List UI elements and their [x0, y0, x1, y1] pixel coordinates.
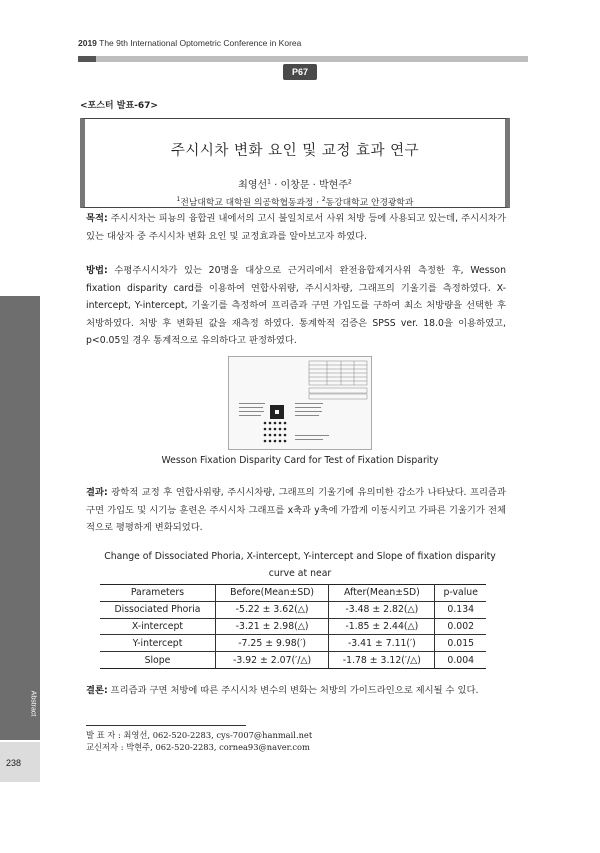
table-header-row — [100, 585, 486, 602]
wesson-card-image — [229, 357, 371, 449]
table-cell: -1.85 ± 2.44(△) — [329, 618, 435, 635]
purpose-section — [86, 210, 506, 245]
presenter-contact: 발 표 자 : 최영선, 062-520-2283, cys-7007@hanmail.net — [86, 730, 313, 740]
result-text: 광학적 교정 후 연합사위량, 주시시차량, 그래프의 기울기에 유의미한 감소가 나타났다. 프리즘과 구면 가입도 및 시기능 훈련은 주시시차 그래프를 x축과 y축에 가깝게 이동시키고 가파른 기울기가 전체적으로 평평하게 변화되었다. — [86, 487, 506, 534]
authors-rest: · 이창문 · 박현주 — [270, 180, 349, 191]
table-cell: -5.22 ± 3.62(△) — [215, 601, 328, 618]
table-cell: Slope — [100, 652, 215, 669]
table-cell: Dissociated Phoria — [100, 601, 215, 618]
table-cell: -3.21 ± 2.98(△) — [215, 618, 328, 635]
conference-header — [78, 38, 301, 48]
purpose-text: 주시시차는 피뇽의 융합권 내에서의 고시 불일치로서 사위 처방 등에 사용되고 있는데, 주시시차가 있는 대상자 중 주시시차 변화 요인 및 교정효과를 알아보고자 하였다. — [86, 213, 506, 242]
table-cell: 0.004 — [435, 652, 486, 669]
poster-label: <포스터 발표-67> — [80, 101, 158, 111]
footnote-rule — [86, 725, 246, 726]
table-row — [100, 652, 486, 669]
table-header-cell: Before(Mean±SD) — [215, 585, 328, 602]
affil-2-sup: 2 — [321, 196, 326, 204]
result-section — [86, 484, 506, 537]
table-cell: -3.48 ± 2.82(△) — [329, 601, 435, 618]
conference-year: 2019 — [78, 38, 97, 48]
authors — [85, 176, 505, 191]
table-row — [100, 601, 486, 618]
wesson-card-figure — [228, 356, 372, 450]
table-header-cell: p-value — [435, 585, 486, 602]
table-header-cell: Parameters — [100, 585, 215, 602]
affil-1-sup: 1 — [176, 196, 181, 204]
method-section — [86, 262, 506, 350]
table-cell: -3.92 ± 2.07(′/△) — [215, 652, 328, 669]
affiliations — [85, 195, 505, 208]
stats-table — [100, 584, 486, 669]
page-number: 238 — [6, 758, 22, 768]
author-1: 최영선 — [238, 180, 268, 191]
table-header-cell: After(Mean±SD) — [329, 585, 435, 602]
table-row — [100, 618, 486, 635]
table-cell: Y-intercept — [100, 635, 215, 652]
contact-info — [86, 729, 312, 753]
conclusion-section — [86, 682, 506, 700]
corresponding-contact: 교신저자 : 박현주, 062-520-2283, cornea93@naver.com — [86, 742, 310, 752]
table-cell: 0.002 — [435, 618, 486, 635]
affil-2: 동강대학교 안경광학과 — [325, 198, 414, 208]
header-bar-light — [96, 56, 528, 62]
paper-title: 주시시차 변화 요인 및 교정 효과 연구 — [170, 143, 420, 159]
table-caption — [80, 548, 520, 582]
affil-1: 전남대학교 대학원 의공학협동과정 · — [180, 198, 322, 208]
table-cell: -1.78 ± 3.12(′/△) — [329, 652, 435, 669]
author-3-sup: 2 — [348, 178, 352, 186]
table-caption-line2: curve at near — [268, 568, 332, 579]
table-row — [100, 635, 486, 652]
side-label: Abstract — [29, 690, 37, 717]
conference-name: The 9th International Optometric Conference in Korea — [96, 38, 302, 48]
header-bar-dark — [78, 56, 96, 62]
author-1-sup: 1 — [267, 178, 271, 186]
purpose-lead: 목적: — [86, 213, 108, 224]
figure-caption: Wesson Fixation Disparity Card for Test of Fixation Disparity — [161, 455, 439, 466]
title-box — [80, 118, 510, 208]
table-cell: X-intercept — [100, 618, 215, 635]
table-cell: -7.25 ± 9.98(′) — [215, 635, 328, 652]
conclusion-lead: 결론: — [86, 685, 108, 696]
method-lead: 방법: — [86, 265, 108, 276]
table-caption-line1: Change of Dissociated Phoria, X-intercept, Y-intercept and Slope of fixation disparity — [104, 551, 496, 562]
conclusion-text: 프리즘과 구면 처방에 따른 주시시차 변수의 변화는 처방의 가이드라인으로 제시될 수 있다. — [107, 685, 479, 696]
result-lead: 결과: — [86, 487, 108, 498]
table-cell: 0.015 — [435, 635, 486, 652]
side-tab — [0, 296, 40, 740]
table-cell: 0.134 — [435, 601, 486, 618]
poster-badge: P67 — [283, 64, 317, 80]
method-text: 수평주시시차가 있는 20명을 대상으로 근거리에서 완전융합제거사위 측정한 후, Wesson fixation disparity card를 이용하여 연합사위량, 주시시차량, 그래프의 기울기를 측정하였다. X-intercept, Y-intercept, 기울기를 측정하여 프리즘과 구면 가입도를 구하여 최소 처방량을 선택한 후 처방하였다. 처방 후 변화된 값을 재측정 하였다. 통계학적 검증은 SPSS ver. 18.0을 이용하였고, p<0.05일 경우 통계적으로 유의하다고 판정하였다. — [86, 265, 506, 347]
table-cell: -3.41 ± 7.11(′) — [329, 635, 435, 652]
